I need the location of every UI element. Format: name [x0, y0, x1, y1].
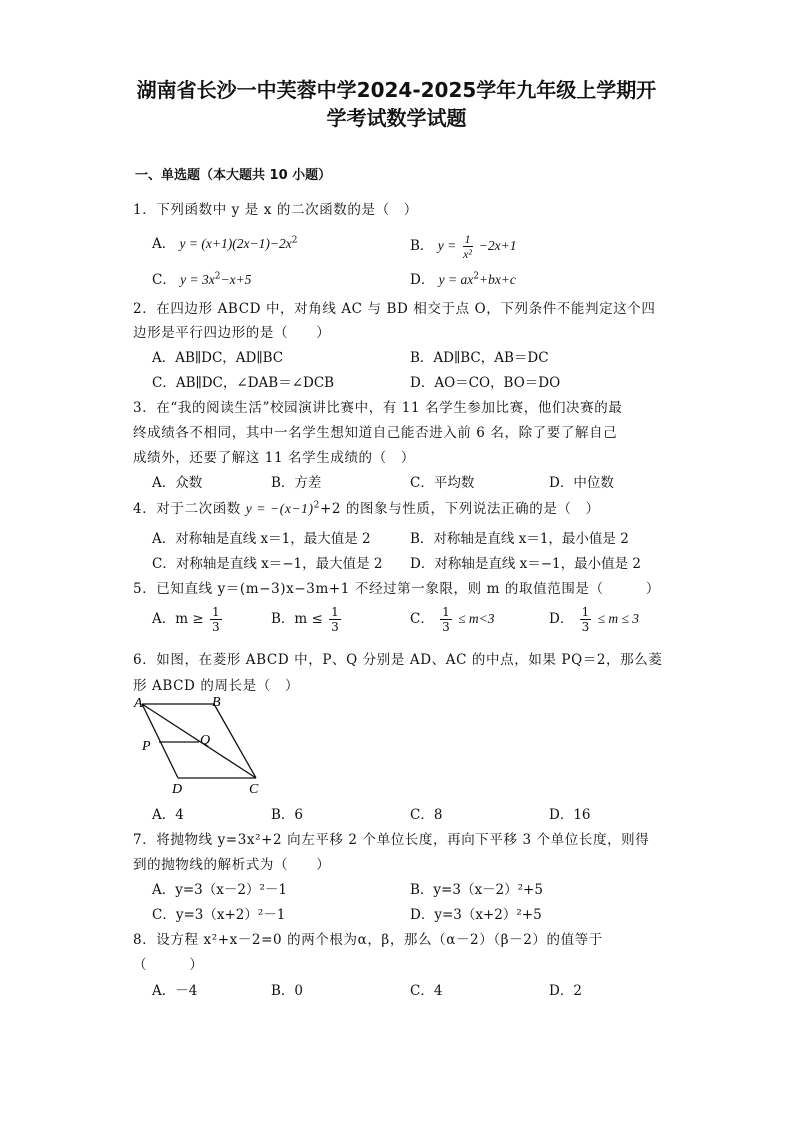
- q4-option-d: D．对称轴是直线 x＝−1，最小值是 2: [410, 556, 642, 572]
- q2-option-a: A．AB∥DC，AD∥BC: [152, 350, 284, 366]
- q4-option-b: B．对称轴是直线 x＝1，最小值是 2: [410, 531, 629, 547]
- q2-stem-line-1: 2．在四边形 ABCD 中，对角线 AC 与 BD 相交于点 O，下列条件不能判定这个四: [133, 301, 656, 317]
- q2-option-b: B．AD∥BC，AB＝DC: [410, 350, 549, 366]
- q1-option-c: C． $y = 3x^2-x+5$: [152, 271, 252, 288]
- fraction: $\frac{1}{\text{x²}}$: [463, 232, 472, 261]
- q7-stem-line-1: 7．将抛物线 y=3x²+2 向左平移 2 个单位长度，再向下平移 3 个单位长度，则得: [133, 832, 650, 848]
- q7-stem-line-2: 到的抛物线的解析式为（ ）: [133, 857, 331, 873]
- q7-option-c: C．y=3（x+2）²－1: [152, 907, 286, 923]
- q7-option-b: B．y=3（x－2）²+5: [410, 882, 543, 898]
- q3-option-a: A．众数: [152, 475, 203, 491]
- q5-option-d: D． $\frac{1}{3}$ ≤ m ≤ 3: [549, 605, 640, 634]
- label-q: Q: [200, 733, 211, 748]
- q8-stem-line-2: （ ）: [133, 957, 204, 973]
- q8-option-c: C．4: [410, 983, 443, 999]
- q4-stem: 4．对于二次函数 $y = -(x-1)^2+2$ 的图象与性质，下列说法正确的是（ ）: [133, 500, 600, 517]
- q1-option-d: D． $y = ax^2+bx+c$: [410, 271, 516, 288]
- q8-option-d: D．2: [549, 983, 582, 999]
- q2-option-c: C．AB∥DC，∠DAB＝∠DCB: [152, 375, 335, 391]
- q6-stem-line-2: 形 ABCD 的周长是（ ）: [133, 678, 300, 694]
- label-a: A: [134, 696, 143, 711]
- q1-option-a: A． $y = (x+1)(2x-1)-2x^2$: [152, 235, 298, 252]
- q7-option-d: D．y=3（x+2）²+5: [410, 907, 542, 923]
- q4-option-c: C．对称轴是直线 x＝−1，最大值是 2: [152, 556, 383, 572]
- q7-option-a: A．y=3（x－2）²－1: [152, 882, 287, 898]
- q8-option-a: A．－4: [152, 983, 198, 999]
- q3-option-b: B．方差: [271, 475, 322, 491]
- q5-option-b: B．m ≤ $\frac{1}{3}$: [271, 605, 339, 634]
- q5-option-a: A．m ≥ $\frac{1}{3}$: [152, 605, 220, 634]
- exam-title-line-1: 湖南省长沙一中芙蓉中学2024-2025学年九年级上学期开: [136, 78, 657, 102]
- q6-option-a: A．4: [152, 807, 184, 823]
- section-heading: 一、单选题（本大题共 10 小题）: [135, 168, 332, 183]
- q8-option-b: B．0: [271, 983, 304, 999]
- q2-option-d: D．AO＝CO，BO＝DO: [410, 375, 561, 391]
- q5-stem: 5．已知直线 y＝(m−3)x−3m+1 不经过第一象限，则 m 的取值范围是（ ）: [133, 581, 661, 597]
- q1-option-b: B． y = $\frac{1}{\text{x²}}$ −2x+1: [410, 232, 517, 261]
- q3-option-d: D．中位数: [549, 475, 614, 491]
- label-c: C: [249, 782, 259, 797]
- q3-stem-line-3: 成绩外，还要了解这 11 名学生成绩的（ ）: [133, 450, 415, 466]
- q6-option-b: B．6: [271, 807, 304, 823]
- q4-option-a: A．对称轴是直线 x＝1，最大值是 2: [152, 531, 371, 547]
- label-p: P: [142, 739, 151, 754]
- diagonal-ac: [142, 704, 256, 778]
- q3-option-c: C．平均数: [410, 475, 475, 491]
- q6-stem-line-1: 6．如图，在菱形 ABCD 中，P、Q 分别是 AD、AC 的中点，如果 PQ＝2，那么菱: [133, 652, 663, 668]
- q6-option-c: C．8: [410, 807, 443, 823]
- label-d: D: [172, 782, 183, 797]
- edge-bc: [214, 704, 256, 778]
- q1-stem: 1．下列函数中 y 是 x 的二次函数的是（ ）: [133, 202, 418, 218]
- q3-stem-line-1: 3．在“我的阅读生活”校园演讲比赛中，有 11 名学生参加比赛，他们决赛的最: [133, 400, 623, 416]
- q5-option-c: C． $\frac{1}{3}$ ≤ m<3: [410, 605, 495, 634]
- q3-stem-line-2: 终成绩各不相同，其中一名学生想知道自己能否进入前 6 名，除了要了解自己: [133, 425, 618, 441]
- q6-option-d: D．16: [549, 807, 591, 823]
- exam-title-line-2: 学考试数学试题: [326, 106, 467, 130]
- q2-stem-line-2: 边形是平行四边形的是（ ）: [133, 325, 331, 341]
- rhombus-figure: [128, 694, 278, 798]
- q8-stem-line-1: 8．设方程 x²+x－2=0 的两个根为α，β，那么（α－2）（β－2）的值等于: [133, 932, 603, 948]
- label-b: B: [212, 695, 221, 710]
